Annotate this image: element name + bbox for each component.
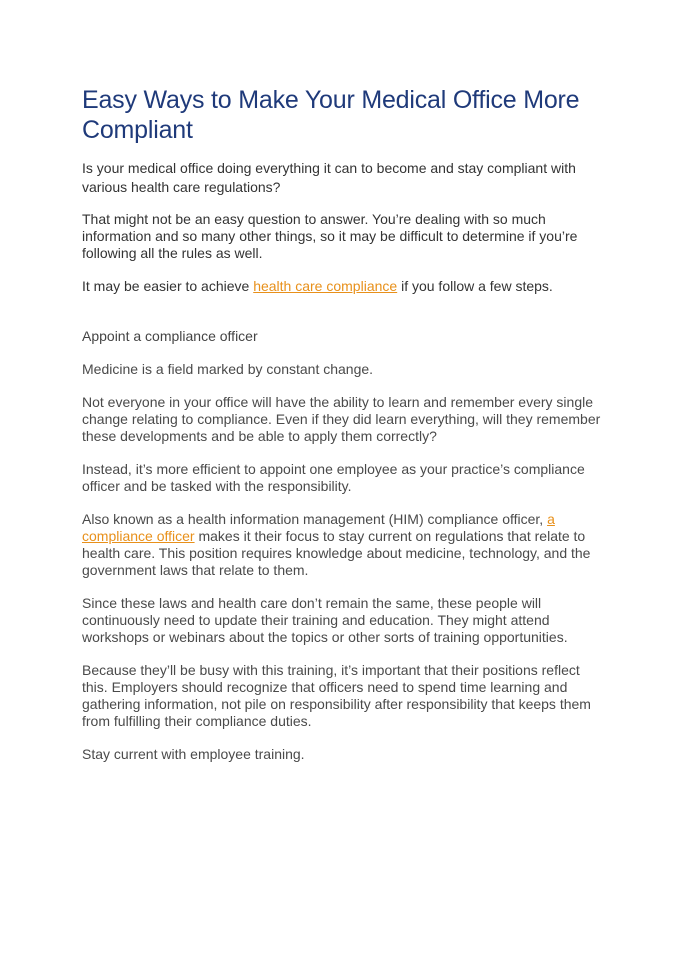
page-title: Easy Ways to Make Your Medical Office More Compliant — [82, 86, 580, 144]
steps-paragraph — [82, 278, 602, 295]
document-page — [82, 85, 602, 779]
because-paragraph: Because they’ll be busy with this training, it’s important that their positions reflect this. Employers should recognize that officers need to spend time learning and gathering information, not pile on responsibility after responsibility that keeps them from fulfilling their compliance duties. — [82, 662, 591, 729]
also-known-text-before: Also known as a health information management (HIM) compliance officer, — [82, 511, 548, 527]
medicine-paragraph: Medicine is a field marked by constant change. — [82, 361, 374, 377]
instead-paragraph: Instead, it’s more efficient to appoint one employee as your practice’s compliance officer and be tasked with the responsibility. — [82, 461, 585, 494]
health-care-compliance-link[interactable]: health care compliance — [253, 278, 398, 294]
since-paragraph: Since these laws and health care don’t remain the same, these people will continuously need to update their training and education. They might attend workshops or webinars about the topics or other sorts of training opportunities. — [82, 595, 568, 645]
stay-current-paragraph: Stay current with employee training. — [82, 746, 305, 762]
steps-text-before: It may be easier to achieve — [82, 278, 254, 294]
steps-text-after: if you follow a few steps. — [397, 278, 553, 294]
also-known-paragraph — [82, 511, 602, 579]
also-known-text-after: makes it their focus to stay current on regulations that relate to health care. This position requires knowledge about medicine, technology, and the government laws that relate to them. — [82, 528, 591, 578]
intro-paragraph: Is your medical office doing everything it can to become and stay compliant with various health care regulations? — [82, 160, 576, 195]
section-heading: Appoint a compliance officer — [82, 328, 258, 344]
not-everyone-paragraph: Not everyone in your office will have the ability to learn and remember every single change relating to compliance. Even if they did learn everything, will they remember these developments and be able to apply them correctly? — [82, 394, 601, 444]
compliance-officer-link[interactable]: a compliance officer — [82, 511, 555, 544]
difficulty-paragraph: That might not be an easy question to answer. You’re dealing with so much information and so many other things, so it may be difficult to determine if you’re following all the rules as well. — [82, 211, 578, 261]
